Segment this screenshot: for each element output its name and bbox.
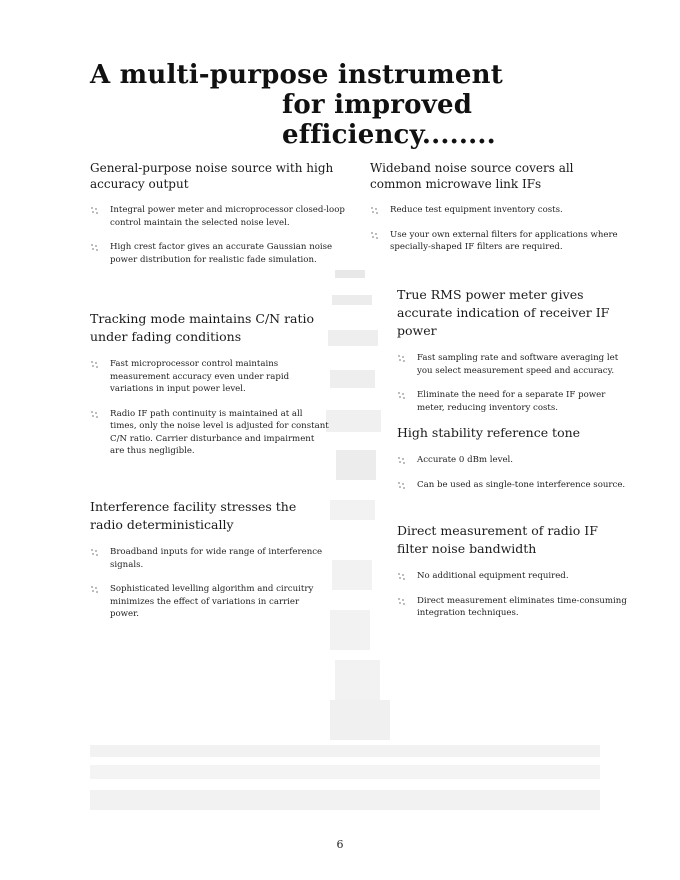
bullet-text: Broadband inputs for wide range of interference signals. (110, 547, 323, 570)
list-item (90, 408, 330, 458)
bullet-text: Radio IF path continuity is maintained at all times, only the noise level is adjusted for constant C/N ratio. Carrier disturbance and impairment are thus negligible. (110, 408, 329, 456)
bullet-icon (370, 231, 380, 240)
list-item (397, 352, 627, 377)
bullet-icon (397, 456, 407, 465)
bullet-list (90, 546, 330, 621)
bullet-icon (90, 548, 100, 557)
bullet-text: Use your own external filters for applications where specially-shaped IF filters are required. (390, 229, 618, 252)
bullet-list (90, 204, 352, 266)
bullet-text: No additional equipment required. (417, 571, 569, 581)
bullet-icon (397, 354, 407, 363)
bullet-icon (397, 597, 407, 606)
section-heading: Tracking mode maintains C/N ratio under fading conditions (90, 311, 315, 344)
section-noise-source (90, 160, 352, 278)
page-title-line-1: A multi-purpose instrument (90, 60, 503, 90)
bullet-icon (90, 243, 100, 252)
bullet-icon (90, 206, 100, 215)
bullet-list (90, 358, 330, 458)
bullet-text: Reduce test equipment inventory costs. (390, 205, 563, 215)
page-title-line-2: for improved efficiency........ (282, 90, 496, 150)
bullet-text: Accurate 0 dBm level. (417, 455, 514, 465)
bullet-text: Eliminate the need for a separate IF power meter, reducing inventory costs. (417, 390, 606, 413)
bullet-text: Fast microprocessor control maintains measurement accuracy even under rapid variations in input power level. (110, 359, 290, 394)
section-wideband-noise-source (370, 160, 625, 266)
bullet-text: High crest factor gives an accurate Gaussian noise power distribution for realistic fade simulation. (110, 242, 333, 265)
bullet-list (397, 352, 627, 414)
section-heading: General-purpose noise source with high accuracy output (90, 161, 334, 191)
list-item (90, 546, 330, 571)
section-interference-facility (90, 498, 330, 633)
bullet-icon (370, 206, 380, 215)
section-heading: True RMS power meter gives accurate indication of receiver IF power (397, 287, 610, 338)
list-item (397, 570, 627, 583)
page-number: 6 (336, 838, 344, 851)
bullet-icon (90, 410, 100, 419)
section-rms-power-meter (397, 286, 627, 426)
bullet-icon (397, 391, 407, 400)
bullet-icon (90, 360, 100, 369)
bullet-list (397, 570, 627, 620)
list-item (397, 454, 627, 467)
bullet-icon (90, 585, 100, 594)
section-tracking-mode (90, 310, 330, 470)
bullet-text: Direct measurement eliminates time-consuming integration techniques. (417, 595, 627, 618)
bullet-text: Integral power meter and microprocessor closed-loop control maintain the selected noise level. (110, 205, 345, 228)
list-item (90, 241, 352, 266)
list-item (90, 583, 330, 621)
list-item (370, 229, 625, 254)
list-item (397, 595, 627, 620)
section-heading: Wideband noise source covers all common microwave link IFs (370, 161, 574, 191)
section-heading: Interference facility stresses the radio deterministically (90, 499, 297, 532)
bullet-text: Fast sampling rate and software averaging let you select measurement speed and accuracy. (417, 353, 619, 376)
list-item (397, 479, 627, 492)
section-heading: High stability reference tone (397, 425, 581, 440)
list-item (370, 204, 625, 217)
bullet-icon (397, 481, 407, 490)
section-noise-bandwidth (397, 522, 627, 632)
section-heading: Direct measurement of radio IF filter noise bandwidth (397, 523, 598, 556)
list-item (90, 204, 352, 229)
section-reference-tone (397, 424, 627, 503)
bullet-list (397, 454, 627, 491)
bullet-icon (397, 572, 407, 581)
bullet-list (370, 204, 625, 254)
bullet-text: Sophisticated levelling algorithm and circuitry minimizes the effect of variations in carrier power. (110, 584, 314, 619)
list-item (90, 358, 330, 396)
bullet-text: Can be used as single-tone interference source. (417, 479, 626, 490)
list-item (397, 389, 627, 414)
